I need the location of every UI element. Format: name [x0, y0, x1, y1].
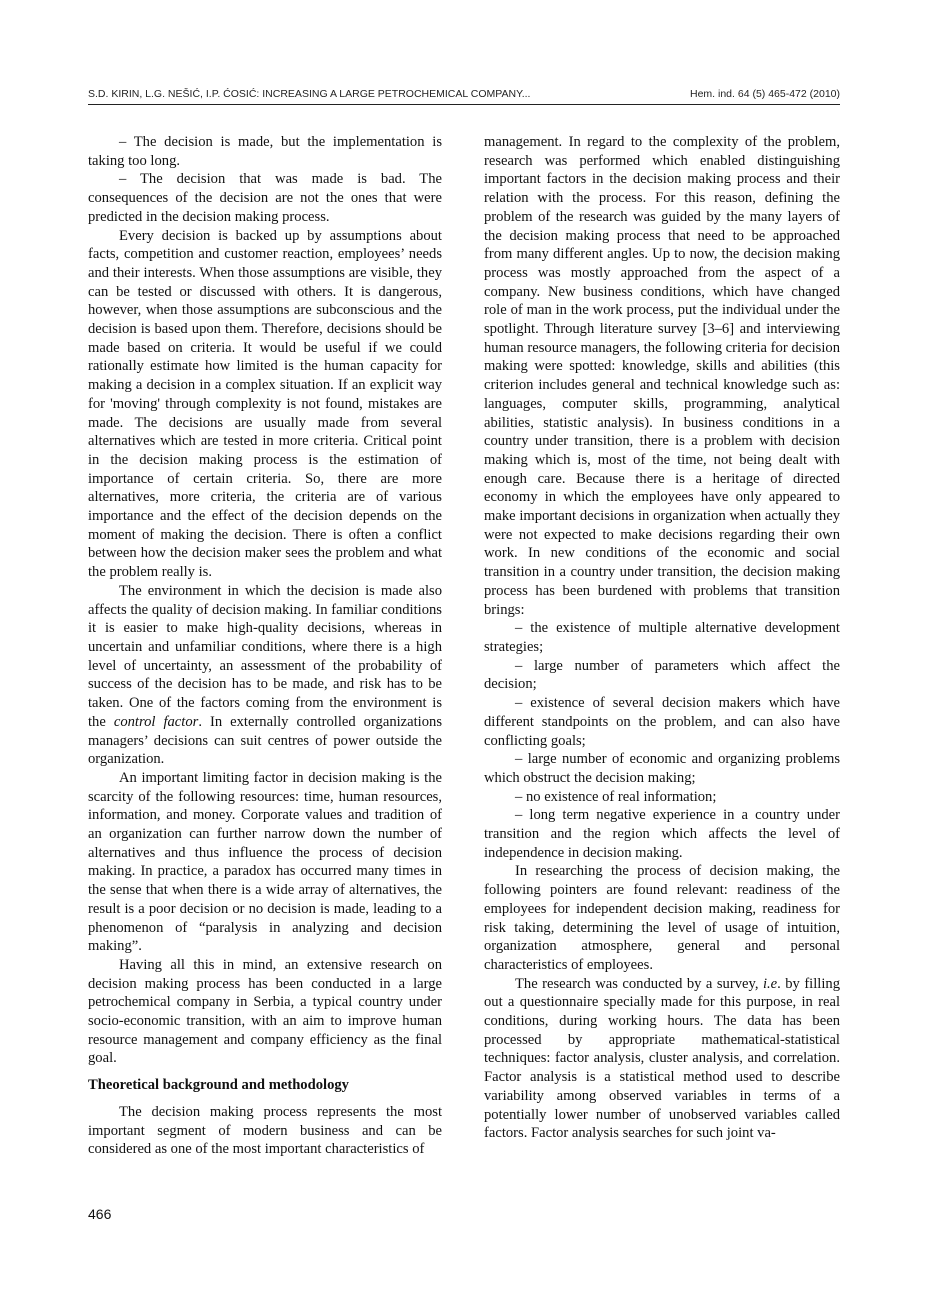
right-column	[484, 133, 840, 1143]
italic-term: control factor	[113, 713, 199, 730]
list-item: – long term negative experience in a country under transition and the region which affects the level of independence in decision making.	[484, 807, 840, 861]
paragraph: – The decision that was made is bad. The consequences of the decision are not the ones that were predicted in the decision making process.	[88, 171, 442, 225]
section-heading: Theoretical background and methodology	[88, 1077, 349, 1094]
paragraph: Having all this in mind, an extensive research on decision making process has been conducted in a large petrochemical company in Serbia, a typical country under socio-economic transition, with an aim to improve human resource management and company efficiency as the final goal.	[88, 956, 442, 1067]
list-item: – large number of economic and organizing problems which obstruct the decision making;	[484, 751, 840, 786]
paragraph: Every decision is backed up by assumptions about facts, competition and customer reaction, employees’ needs and their interests. When those assumptions are visible, they can be tested or discussed with others. It is dangerous, however, when those assumptions are subconscious and the decision is based upon them. Therefore, decisions should be made based on criteria. It would be useful if we could rationally estimate how limited is the human capacity for making a decision in a complex situation. If an explicit way for 'moving' through complexity is not found, mistakes are made. The decisions are usually made from several alternatives which are tested in more criteria. Critical point in the decision making process is the estimation of importance of certain criteria. So, there are more alternatives, more criteria, the criteria are of various importance and the effect of the decision depends on the moment of making the decision. There is often a conflict between how the decision maker sees the problem and what the problem really is.	[88, 227, 442, 581]
paragraph: In researching the process of decision making, the following pointers are found relevant: readiness of the employees for independent decision making, readiness for risk taking, determining the level of usage of intuition, organization atmosphere, general and personal characteristics of employees.	[484, 863, 840, 973]
header-journal-ref: Hem. ind. 64 (5) 465-472 (2010)	[690, 88, 840, 100]
paragraph: An important limiting factor in decision making is the scarcity of the following resources: time, human resources, information, and money. Corporate values and tradition of an organization can further narrow down the number of alternatives and thus influence the process of decision making. In practice, a paradox has occurred many times in the sense that when there is a wide array of alternatives, the result is a poor decision or no decision is made, leading to a phenomenon of “paralysis in analyzing and decision making”.	[88, 769, 442, 955]
page-number: 466	[88, 1206, 112, 1222]
list-item: – large number of parameters which affect the decision;	[484, 657, 840, 693]
paragraph: The environment in which the decision is made also affects the quality of decision making. In familiar conditions it is easier to make high-quality decisions, whereas in uncertain and unfamiliar conditions, where there is a high level of uncertainty, an assessment of the probability of success of the decision has to be made, and risk has to be taken. One of the factors coming from the environment is the control factor. In externally controlled organizations managers’ decisions can suit centres of power outside the organization.	[88, 582, 443, 768]
italic-term: i.e	[762, 975, 778, 992]
header-authors-title: S.D. KIRIN, L.G. NEŠIĆ, I.P. ĆOSIĆ: INCREASING A LARGE PETROCHEMICAL COMPANY...	[88, 88, 531, 100]
paragraph: management. In regard to the complexity of the problem, research was performed which enabled distinguishing important factors in the decision making process and their relation with the process. For this reason, defining the problem of the research was guided by the many layers of the decision making process that need to be approached from many different angles. Up to now, the decision making process was mostly approached from the aspect of a company. New business conditions, which have changed role of man in the work process, put the individual under the spotlight. Through literature survey [3–6] and interviewing human resource managers, the following criteria for decision making were spotted: knowledge, skills and abilities (this criterion includes general and technical knowledge such as: languages, computer skills, programming, analytical abilities, statistic analysis). In business conditions in a country under transition, there is a problem with decision making which is, most of the time, not being dealt with enough care. Because there is a heritage of directed economy in which the employees have only appeared to make important decisions in organization when actually they were not expected to make decisions regarding their own work. In new conditions of the economic and social transition in a country under transition, the decision making process has been burdened with problems that transition brings:	[484, 134, 840, 618]
list-item: – existence of several decision makers which have different standpoints on the problem, and can also have conflicting goals;	[484, 695, 840, 749]
paragraph: The decision making process represents the most important segment of modern business and can be considered as one of the most important characteristics of	[88, 1103, 442, 1158]
paragraph: The research was conducted by a survey, i.e. by filling out a questionnaire specially made for this purpose, in real conditions, during working hours. The data has been processed by appropriate mathematical-statistical techniques: factor analysis, cluster analysis, and correlation. Factor analysis is a statistical method used to describe variability among observed variables in terms of a potentially lower number of unobserved variables called factors. Factor analysis searches for such joint va-	[484, 975, 840, 1142]
list-item: – the existence of multiple alternative development strategies;	[484, 620, 840, 655]
list-item: – no existence of real information;	[515, 788, 717, 805]
running-header	[88, 88, 840, 102]
header-rule	[88, 104, 840, 105]
paragraph: – The decision is made, but the implementation is taking too long.	[88, 134, 442, 169]
left-column	[88, 133, 442, 1159]
